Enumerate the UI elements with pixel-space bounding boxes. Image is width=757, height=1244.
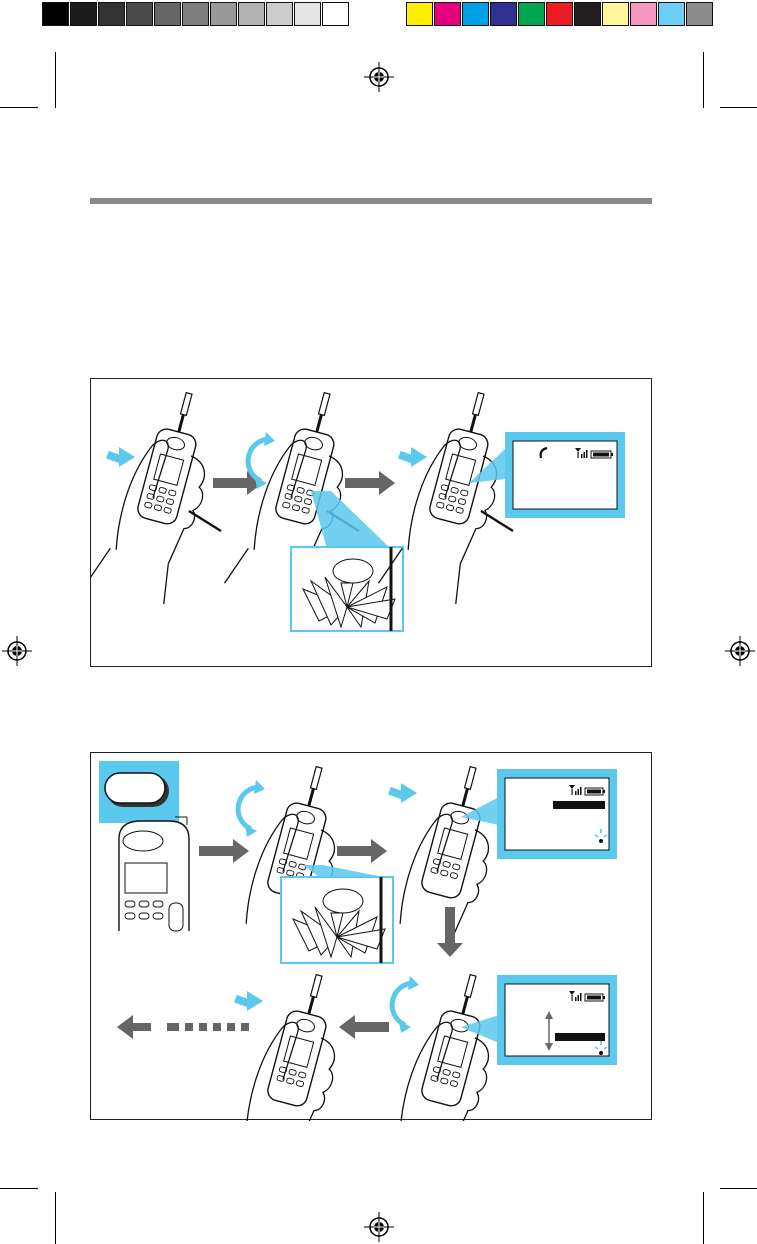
color-swatch xyxy=(462,2,489,26)
crop-mark xyxy=(55,1192,56,1244)
gray-swatch xyxy=(182,2,209,26)
phone-keypad-icon xyxy=(119,817,189,931)
gray-swatch xyxy=(322,2,349,26)
registration-mark-icon xyxy=(364,62,394,92)
crop-mark xyxy=(720,107,757,108)
crop-mark xyxy=(55,52,56,108)
press-side-key-icon xyxy=(234,991,263,1011)
phone-in-hand-icon xyxy=(91,380,228,606)
gray-swatch xyxy=(266,2,293,26)
registration-mark-icon xyxy=(725,636,755,666)
press-side-key-icon xyxy=(398,447,427,467)
phone-in-hand-icon xyxy=(396,966,512,1121)
arrow-right-icon xyxy=(199,839,249,863)
zoom-callout-icon xyxy=(303,865,383,877)
lcd-display-icon xyxy=(497,769,617,859)
jog-dial-rotate-icon xyxy=(238,780,265,837)
arrow-left-icon xyxy=(339,1015,389,1039)
section-header-rule xyxy=(90,198,652,204)
press-side-key-icon xyxy=(106,447,135,467)
color-swatch xyxy=(602,2,629,26)
crop-mark xyxy=(703,52,704,108)
color-swatch xyxy=(686,2,713,26)
color-swatch xyxy=(434,2,461,26)
zoom-callout-icon xyxy=(311,491,391,549)
lcd-display-icon xyxy=(497,975,617,1065)
gray-swatch xyxy=(294,2,321,26)
crop-mark xyxy=(703,1192,704,1244)
phone-in-hand-icon xyxy=(242,966,358,1121)
crop-mark xyxy=(0,1188,38,1189)
menu-fan-icon xyxy=(291,547,403,631)
dashed-arrow-left-icon xyxy=(117,1015,249,1039)
gray-swatch xyxy=(126,2,153,26)
color-swatch xyxy=(630,2,657,26)
arrow-right-icon xyxy=(345,471,395,495)
gray-swatch xyxy=(70,2,97,26)
menu-fan-icon xyxy=(281,877,393,963)
press-side-key-icon xyxy=(388,783,417,803)
illustration-panel-bottom xyxy=(90,752,652,1120)
color-swatch xyxy=(518,2,545,26)
registration-mark-icon xyxy=(364,1212,394,1242)
jog-dial-rotate-icon xyxy=(392,976,419,1033)
procedure-illustration-top xyxy=(91,379,653,668)
color-swatch xyxy=(574,2,601,26)
gray-swatch xyxy=(210,2,237,26)
gray-swatch-row xyxy=(42,2,350,26)
arrow-down-icon xyxy=(437,907,463,957)
illustration-panel-top xyxy=(90,378,652,667)
color-swatch-row xyxy=(406,2,714,26)
lcd-display-icon xyxy=(505,432,625,518)
key-button-icon xyxy=(99,761,179,823)
color-swatch xyxy=(406,2,433,26)
gray-swatch xyxy=(154,2,181,26)
procedure-illustration-bottom xyxy=(91,753,653,1121)
color-swatch xyxy=(490,2,517,26)
gray-swatch xyxy=(98,2,125,26)
gray-swatch xyxy=(238,2,265,26)
color-swatch xyxy=(546,2,573,26)
arrow-right-icon xyxy=(337,839,387,863)
registration-mark-icon xyxy=(2,636,32,666)
gray-swatch xyxy=(42,2,69,26)
crop-mark xyxy=(0,107,38,108)
color-swatch xyxy=(658,2,685,26)
crop-mark xyxy=(720,1188,757,1189)
